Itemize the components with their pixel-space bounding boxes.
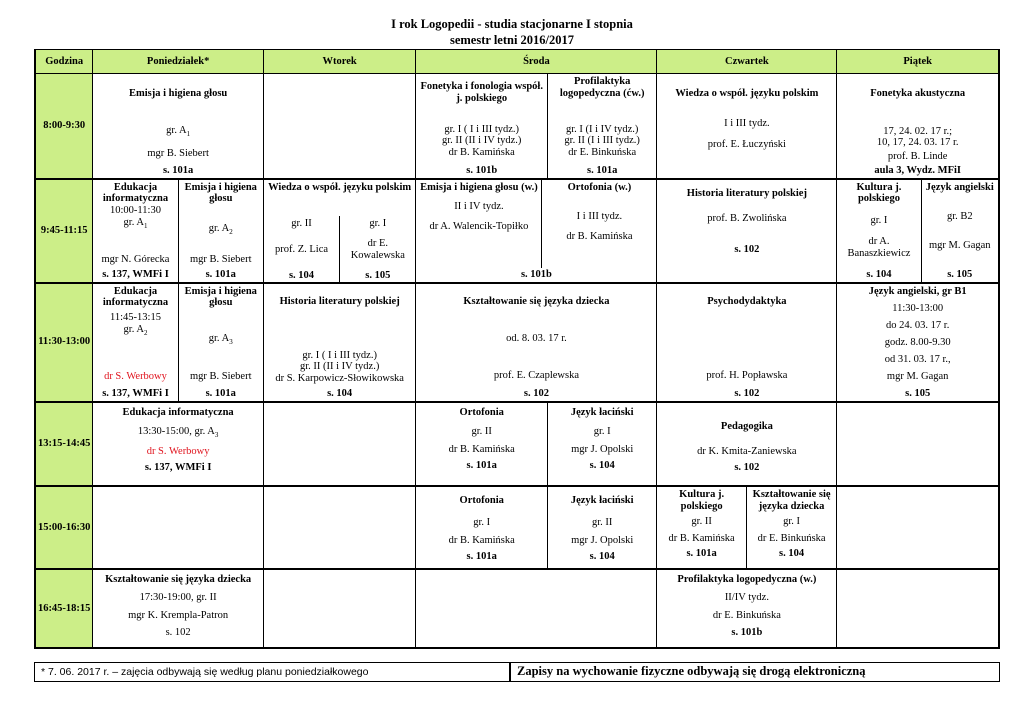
teacher: prof. E. Czaplewska (493, 370, 579, 382)
header-monday: Poniedziałek* (93, 50, 263, 74)
group: gr. II (II i IV tydz.) (299, 361, 380, 373)
subject: Historia literatury polskiej (686, 187, 807, 199)
subject: Kształtowanie się języka dziecka (105, 574, 252, 586)
teacher: dr S. Werbowy (104, 371, 167, 383)
empty-cell (93, 486, 263, 569)
group: gr. A (123, 216, 144, 228)
teacher: prof. H. Popławska (706, 370, 788, 382)
date: do 24. 03. 17 r. (886, 319, 950, 331)
room: s. 101a (466, 550, 497, 562)
room: s. 102 (734, 244, 760, 256)
teacher: mgr M. Gagan (929, 239, 991, 251)
subject: Ortofonia (459, 495, 504, 507)
teacher: dr B. Kamińska (448, 147, 515, 159)
class-cell (746, 486, 837, 569)
room: s. 137, WMFi I (102, 387, 169, 399)
room: s. 105 (905, 387, 931, 399)
page-subtitle: semestr letni 2016/2017 (449, 33, 575, 47)
room: s. 101a (162, 164, 194, 176)
room: s. 104 (779, 548, 805, 560)
subject: Edukacja informatyczna (102, 181, 169, 205)
hour-cell: 16:45-18:15 (35, 569, 93, 648)
group: gr. I (870, 214, 888, 226)
room: s. 137, WMFi I (102, 268, 169, 280)
empty-cell (416, 569, 657, 648)
header-thursday: Czwartek (657, 50, 837, 74)
time: 13:30-15:00, gr. A (137, 426, 215, 438)
time: godz. 8.00-9.30 (884, 336, 951, 348)
date: 17, 24. 02. 17 r.; (883, 125, 953, 137)
hour-cell: 9:45-11:15 (35, 179, 93, 283)
subject: Wiedza o współ. języku polskim (675, 88, 819, 100)
row-11-30 (35, 283, 999, 402)
teacher: dr B. Kamińska (448, 534, 515, 546)
class-cell (416, 74, 548, 179)
empty-cell (263, 74, 416, 179)
time: 11:45-13:15 (110, 312, 161, 324)
footer-note: * 7. 06. 2017 r. – zajęcia odbywają się według planu poniedziałkowego (34, 662, 510, 682)
room: s. 101b (731, 627, 763, 639)
teacher: dr E. Binkuńska (712, 609, 781, 621)
class-cell (657, 283, 837, 402)
subject: Emisja i higiena głosu (128, 88, 228, 100)
class-cell (837, 283, 999, 402)
room: s. 101a (205, 268, 236, 280)
group: gr. I (473, 517, 491, 529)
class-cell (93, 179, 178, 283)
room: s. 102 (734, 462, 760, 474)
teacher: dr K. Kmita-Zaniewska (697, 446, 797, 458)
subject: Emisja i higiena głosu (184, 285, 257, 309)
class-cell (93, 283, 178, 402)
header-row (35, 50, 999, 74)
row-13-15 (35, 402, 999, 487)
teacher: mgr J. Opolski (571, 534, 634, 546)
row-8-00 (35, 74, 999, 179)
header-wednesday: Środa (416, 50, 657, 74)
group: gr. I ( I i III tydz.) (302, 349, 377, 361)
subject: Język łaciński (570, 406, 634, 418)
room: s. 105 (365, 269, 391, 281)
teacher: dr B. Kamińska (668, 532, 735, 544)
class-cell (657, 402, 837, 487)
group: gr. A (123, 323, 144, 335)
subject: Fonetyka akustyczna (870, 88, 966, 100)
room: s. 102 (165, 627, 191, 639)
class-cell (263, 179, 416, 283)
teacher: dr E. Kowalewska (350, 237, 405, 261)
class-cell (93, 569, 263, 648)
subject: Kształtowanie się języka dziecka (463, 295, 610, 307)
page-title: I rok Logopedii - studia stacjonarne I stopnia (391, 17, 633, 31)
room: aula 3, Wydz. MFiI (874, 164, 961, 176)
date: od. 8. 03. 17 r. (506, 333, 567, 345)
room: s. 101a (466, 459, 497, 471)
group: gr. B2 (946, 210, 973, 222)
room: s. 101a (686, 548, 717, 560)
group: gr. I (593, 426, 611, 438)
room: s. 101a (205, 387, 236, 399)
subject: Język angielski, gr B1 (868, 285, 967, 297)
subject: Edukacja informatyczna (102, 285, 169, 309)
class-cell (93, 402, 263, 487)
empty-cell (263, 402, 416, 487)
subject: Emisja i higiena głosu (w.) (420, 181, 538, 193)
room: s. 101b (520, 268, 552, 280)
empty-cell (263, 569, 416, 648)
weeks: I i III tydz. (724, 117, 770, 129)
room: s. 101b (466, 164, 498, 176)
teacher: dr S. Karpowicz-Słowikowska (275, 373, 404, 385)
class-cell (263, 283, 416, 402)
weeks: II/IV tydz. (724, 591, 769, 603)
hour-cell: 11:30-13:00 (35, 283, 93, 402)
room: s. 101a (587, 164, 618, 176)
subject: Emisja i higiena głosu (184, 181, 257, 205)
group: gr. I (783, 515, 801, 527)
class-cell (178, 283, 263, 402)
group: gr. II (I i III tydz.) (564, 135, 640, 147)
room: s. 104 (327, 387, 353, 399)
room: s. 104 (589, 459, 615, 471)
room: s. 102 (523, 387, 549, 399)
group: gr. II (591, 517, 613, 529)
hour-cell: 13:15-14:45 (35, 402, 93, 487)
class-cell (416, 402, 548, 487)
class-cell (416, 486, 548, 569)
group-index: 3 (229, 338, 233, 347)
subject: Kształtowanie się języka dziecka (752, 489, 831, 513)
teacher: mgr B. Siebert (189, 371, 252, 383)
group: gr. A (208, 333, 230, 345)
class-cell (657, 179, 837, 283)
subject: Kultura j. polskiego (679, 489, 725, 513)
time: 11:30-13:00 (892, 302, 944, 314)
teacher: dr B. Kamińska (566, 231, 633, 243)
date: 10, 17, 24. 03. 17 r. (876, 137, 959, 149)
empty-cell (837, 486, 999, 569)
class-cell (93, 74, 263, 179)
subject: Ortofonia (w.) (567, 181, 632, 193)
room: s. 104 (288, 269, 315, 281)
teacher: prof. B. Linde (887, 151, 948, 163)
header-tuesday: Wtorek (263, 50, 416, 74)
group: gr. II (471, 426, 492, 438)
class-cell (547, 486, 656, 569)
teacher: prof. E. Łuczyński (707, 138, 786, 150)
group: gr. II (691, 515, 712, 527)
hour-cell: 15:00-16:30 (35, 486, 93, 569)
teacher: mgr M. Gagan (886, 370, 949, 382)
header-friday: Piątek (837, 50, 999, 74)
subject: Język angielski (925, 181, 994, 193)
teacher: mgr K. Krempla-Patron (128, 609, 229, 621)
room: s. 104 (866, 268, 892, 280)
group: gr. A (208, 222, 230, 234)
subject: Profilaktyka logopedyczna (ćw.) (559, 76, 645, 99)
group-index: 1 (186, 130, 191, 139)
teacher: dr B. Kamińska (448, 444, 515, 456)
teacher: dr S. Werbowy (146, 446, 210, 458)
room: s. 104 (589, 550, 615, 562)
teacher: prof. Z. Lica (274, 243, 329, 255)
teacher: mgr B. Siebert (147, 148, 209, 160)
date: od 31. 03. 17 r., (884, 353, 951, 365)
class-cell (178, 179, 263, 283)
time: 17:30-19:00, gr. II (139, 591, 217, 603)
class-cell (837, 179, 921, 283)
class-cell (921, 179, 999, 283)
empty-cell (837, 402, 999, 487)
subject: Pedagogika (720, 420, 773, 432)
subject: Historia literatury polskiej (279, 295, 400, 307)
teacher: dr E. Binkuńska (757, 532, 826, 544)
subject: Ortofonia (459, 406, 504, 418)
group: gr. I (I i IV tydz.) (565, 123, 639, 135)
teacher: mgr N. Górecka (101, 254, 170, 266)
subject: Edukacja informatyczna (122, 406, 234, 418)
class-cell (837, 74, 999, 179)
room: s. 102 (734, 387, 760, 399)
teacher: prof. B. Zwolińska (707, 213, 787, 225)
schedule-table (34, 49, 1000, 649)
subject: Język łaciński (570, 495, 634, 507)
teacher: dr E. Binkuńska (568, 147, 637, 159)
empty-cell (837, 569, 999, 648)
group-index: 3 (214, 431, 219, 440)
subject: Psychodydaktyka (707, 295, 787, 307)
class-cell (416, 283, 657, 402)
row-15-00 (35, 486, 999, 569)
class-cell (657, 569, 837, 648)
footer-announcement: Zapisy na wychowanie fizyczne odbywają się drogą elektroniczną (510, 662, 1000, 682)
row-9-45 (35, 179, 999, 283)
empty-cell (263, 486, 416, 569)
class-cell (657, 74, 837, 179)
class-cell (657, 486, 746, 569)
group: gr. II (II i IV tydz.) (442, 135, 522, 147)
weeks: I i III tydz. (576, 211, 623, 223)
teacher: mgr J. Opolski (571, 444, 634, 456)
group: gr. I (369, 217, 387, 229)
header-hour: Godzina (35, 50, 93, 74)
class-cell (416, 179, 657, 283)
group-index: 2 (229, 227, 233, 236)
weeks: II i IV tydz. (454, 201, 504, 213)
room: s. 105 (947, 268, 973, 280)
class-cell (547, 402, 656, 487)
subject: Kultura j. polskiego (856, 181, 902, 205)
teacher: dr A. Banaszkiewicz (847, 235, 911, 259)
group: gr. I ( I i III tydz.) (444, 123, 520, 135)
group: gr. A (166, 125, 187, 137)
subject: Wiedza o współ. języku polskim (268, 181, 412, 193)
group-index: 2 (143, 328, 148, 337)
group-index: 1 (143, 222, 148, 231)
hour-cell: 8:00-9:30 (35, 74, 93, 179)
teacher: mgr B. Siebert (189, 254, 252, 266)
group: gr. II (291, 217, 312, 229)
teacher: dr A. Walencik-Topiłko (429, 221, 529, 233)
subject: Profilaktyka logopedyczna (w.) (677, 574, 817, 586)
class-cell (547, 74, 656, 179)
room: s. 137, WMFi I (144, 462, 212, 474)
row-16-45 (35, 569, 999, 648)
subject: Fonetyka i fonologia współ. j. polskiego (420, 81, 543, 104)
time: 10:00-11:30 (110, 205, 161, 217)
